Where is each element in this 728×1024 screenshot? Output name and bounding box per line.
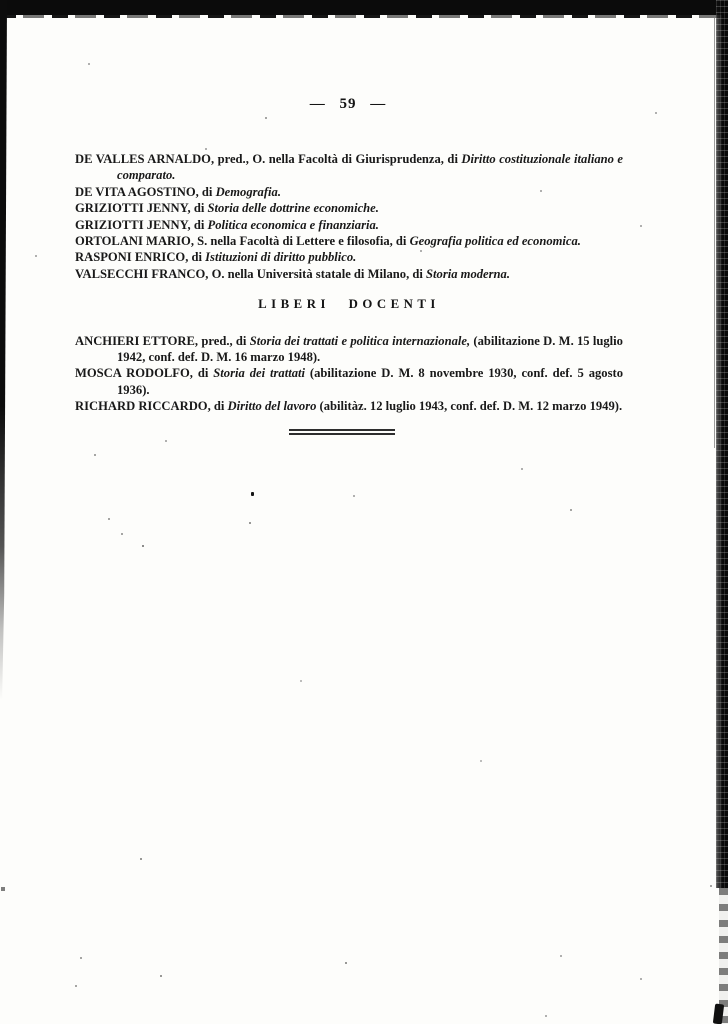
entry-subject: Storia moderna. <box>426 266 510 281</box>
entry-lead: VALSECCHI FRANCO, O. nella Università statale di Milano, di <box>75 266 427 281</box>
entry-lead: RASPONI ENRICO, di <box>75 250 206 265</box>
entry-subject: Politica economica e finanziaria. <box>207 217 379 232</box>
entry-lead: ORTOLANI MARIO, S. nella Facoltà di Lettere e filosofia, di <box>75 234 410 249</box>
page-number: — 59 — <box>309 96 387 112</box>
libero-docente-entry <box>75 398 623 414</box>
entry-subject: Storia dei trattati <box>213 366 305 381</box>
entry-lead: RICHARD RICCARDO, di <box>75 399 228 414</box>
professor-entry <box>75 200 623 216</box>
scan-artifact-right-line <box>714 18 715 448</box>
professor-entry <box>75 217 623 233</box>
entry-subject: Demografia. <box>215 184 281 199</box>
document-body <box>75 151 623 435</box>
entry-tail: (abilitazione D. M. 8 novembre 1930, conf. def. 5 agosto 1936). <box>117 366 623 397</box>
entry-lead: MOSCA RODOLFO, di <box>75 366 214 381</box>
professor-entry <box>75 233 623 249</box>
rule-line-bottom <box>289 433 395 435</box>
entry-tail: (abilitàz. 12 luglio 1943, conf. def. D. M. 12 marzo 1949). <box>316 399 623 414</box>
entry-subject: Diritto costituzionale italiano e comparato. <box>117 152 623 183</box>
entry-lead: DE VALLES ARNALDO, pred., O. nella Facoltà di Giurisprudenza, di <box>75 152 462 166</box>
professors-list <box>75 151 623 282</box>
entry-lead: GRIZIOTTI JENNY, di <box>75 201 208 216</box>
scan-speckles <box>0 0 2 2</box>
liberi-docenti-list <box>75 333 623 415</box>
entry-lead: DE VITA AGOSTINO, di <box>75 184 216 199</box>
entry-tail: (abilitazione D. M. 15 luglio 1942, conf. def. D. M. 16 marzo 1948). <box>117 333 623 365</box>
section-end-double-rule <box>289 429 395 435</box>
professor-entry <box>75 184 623 200</box>
entry-subject: Diritto del lavoro <box>227 399 317 414</box>
scan-speck-dark <box>251 492 254 496</box>
professor-entry <box>75 266 623 282</box>
section-heading-liberi-docenti: LIBERI DOCENTI <box>258 297 440 312</box>
entry-subject: Istituzioni di diritto pubblico. <box>205 250 357 265</box>
professor-entry <box>75 249 623 265</box>
entry-subject: Geografia politica ed economica. <box>409 234 581 249</box>
scan-artifact-top-bar-ragged-edge <box>0 15 728 18</box>
scan-artifact-right-band <box>716 0 728 888</box>
professor-entry <box>75 151 623 184</box>
entry-lead: GRIZIOTTI JENNY, di <box>75 217 208 232</box>
scan-artifact-top-bar <box>0 0 728 15</box>
rule-line-top <box>289 429 395 431</box>
entry-subject: Storia dei trattati e politica internazionale, <box>249 333 471 348</box>
entry-subject: Storia delle dottrine economiche. <box>207 201 379 216</box>
libero-docente-entry <box>75 365 623 398</box>
libero-docente-entry <box>75 333 623 366</box>
entry-lead: ANCHIERI ETTORE, pred., di <box>75 333 250 348</box>
